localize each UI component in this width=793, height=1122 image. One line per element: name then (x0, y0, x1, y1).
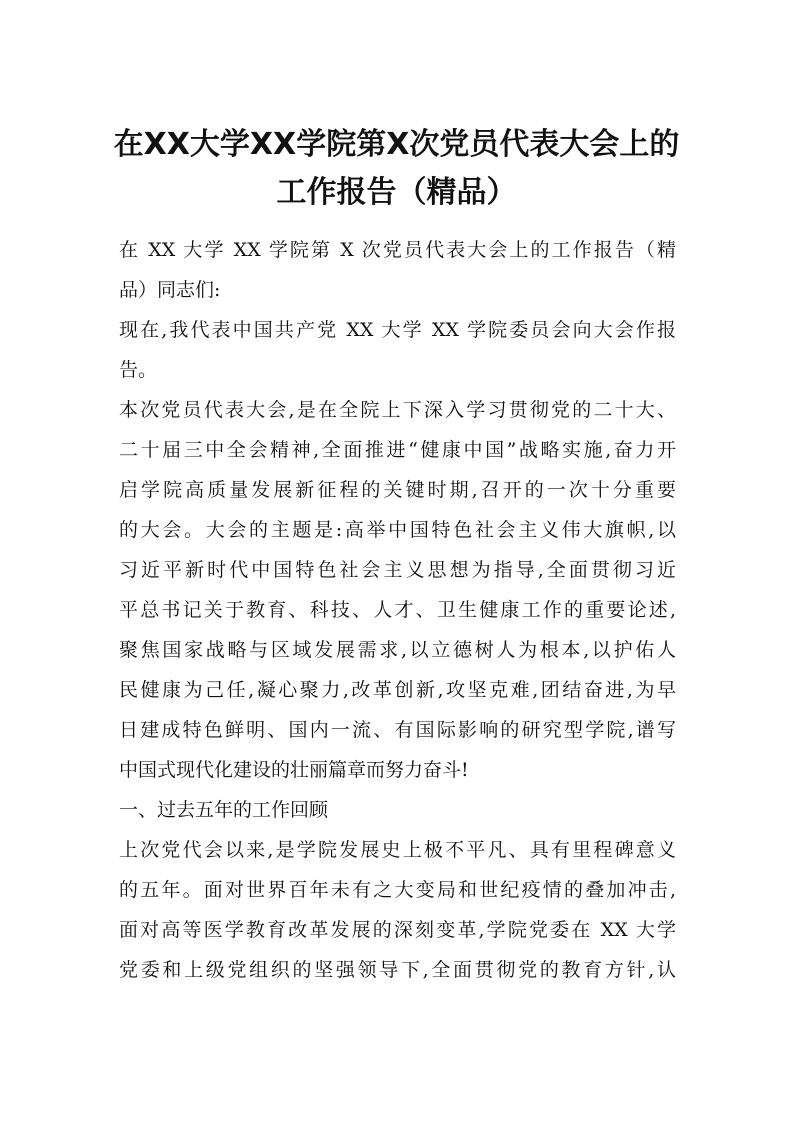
text-line: 品）同志们: (119, 279, 221, 301)
text-line: 习近平新时代中国特色社会主义思想为指导,全面贯彻习近 (119, 559, 676, 581)
text-line: 聚焦国家战略与区域发展需求,以立德树人为根本,以护佑人 (119, 639, 676, 661)
document-title-line-1: 在XX大学XX学院第X次党员代表大会上的 (113, 127, 680, 162)
document-title-line-2: 工作报告（精品） (276, 175, 517, 210)
text-line: 党委和上级党组织的坚强领导下,全面贯彻党的教育方针,认 (119, 959, 676, 981)
text-line: 的五年。面对世界百年未有之大变局和世纪疫情的叠加冲击, (119, 879, 676, 901)
text-line: 面对高等医学教育改革发展的深刻变革,学院党委在 XX 大学 (119, 919, 676, 941)
text-line: 中国式现代化建设的壮丽篇章而努力奋斗! (119, 759, 469, 781)
text-line: 二十届三中全会精神,全面推进“健康中国”战略实施,奋力开 (119, 439, 676, 461)
text-line: 在 XX 大学 XX 学院第 X 次党员代表大会上的工作报告（精 (119, 239, 676, 261)
paragraph (119, 310, 676, 390)
text-line: 上次党代会以来,是学院发展史上极不平凡、具有里程碑意义 (119, 839, 676, 861)
document-body (119, 230, 676, 990)
text-line: 本次党员代表大会,是在全院上下深入学习贯彻党的二十大、 (119, 399, 676, 421)
text-line: 日建成特色鲜明、国内一流、有国际影响的研究型学院,谱写 (119, 719, 676, 741)
text-line: 民健康为己任,凝心聚力,改革创新,攻坚克难,团结奋进,为早 (119, 679, 676, 701)
text-line: 告。 (119, 359, 158, 381)
paragraph (119, 390, 676, 790)
text-line: 平总书记关于教育、科技、人才、卫生健康工作的重要论述, (119, 599, 676, 621)
paragraph (119, 230, 676, 310)
text-line: 启学院高质量发展新征程的关键时期,召开的一次十分重要 (119, 479, 676, 501)
text-line: 现在,我代表中国共产党 XX 大学 XX 学院委员会向大会作报 (119, 319, 676, 341)
text-line: 的大会。大会的主题是:高举中国特色社会主义伟大旗帜,以 (119, 519, 676, 541)
section-heading (119, 790, 676, 830)
paragraph (119, 830, 676, 990)
text-line: 一、过去五年的工作回顾 (119, 799, 329, 821)
